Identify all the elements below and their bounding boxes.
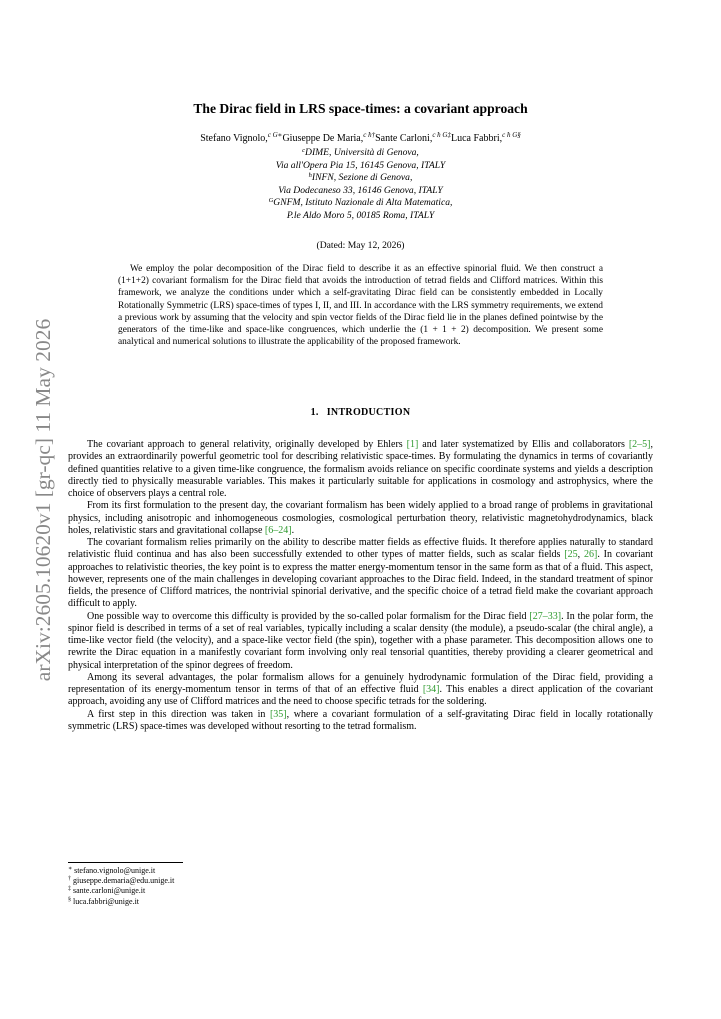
text-run: . — [291, 524, 295, 536]
citation-link[interactable]: [25 — [564, 549, 578, 561]
body-text — [68, 439, 653, 733]
arxiv-stamp-svg — [20, 300, 60, 700]
author-affiliation-mark: c ħ† — [363, 131, 376, 139]
author-name: Sante Carloni, — [375, 133, 433, 144]
body-paragraph — [68, 537, 653, 611]
citation-link[interactable]: [34] — [422, 684, 440, 695]
body-paragraph — [68, 611, 653, 672]
affiliations — [0, 147, 721, 223]
affiliation-mark: ħ — [308, 172, 312, 180]
footnote-rule — [68, 862, 183, 863]
footnote-email[interactable]: stefano.vignolo@unige.it — [74, 866, 156, 875]
text-run: , where a covariant formulation of a self-gravitating Dirac field in locally rotationally symmetric (LRS) space-times was developed without resorting to the tetrad formalism. — [68, 708, 653, 732]
author-name: Luca Fabbri, — [451, 133, 503, 144]
section-title: INTRODUCTION — [326, 407, 411, 418]
citation-link[interactable]: [6–24] — [264, 524, 292, 536]
arxiv-stamp-text: arXiv:2605.10620v1 [gr-qc] 11 May 2026 — [31, 318, 55, 682]
paper-title: The Dirac field in LRS space-times: a covariant approach — [193, 101, 528, 116]
footnote — [68, 897, 174, 907]
text-run: . This enables a direct application of the covariant approach, avoiding any use of Clifford matrices and the need to choose specific tetrads for the soldering. — [68, 684, 654, 708]
affiliation-line — [0, 210, 721, 223]
text-run: A first step in this direction was taken in — [87, 708, 270, 720]
citation-link[interactable]: [1] — [406, 439, 419, 450]
affiliation-text: Via all'Opera Pia 15, 16145 Genova, ITALY — [275, 159, 446, 171]
citation-link[interactable]: 26] — [583, 549, 598, 561]
affiliation-line — [0, 185, 721, 198]
footnote — [68, 876, 174, 886]
section-heading — [0, 407, 721, 418]
text-run: . In covariant approaches to relativistic theories, the key point is to express the matter energy-momentum tensor in the same form as that of a fluid. This aspect, however, represents one of the main challenges in developing covariant approaches to the Dirac field. Indeed, in the standard treatment of spinor fields, the presence of Clifford matrices, the nontrivial spinorial derivative, and the specific choice of a tetrad field make the covariant approach difficult to apply. — [68, 549, 654, 610]
footnote-mark: † — [68, 876, 71, 883]
dated-line: (Dated: May 12, 2026) — [316, 240, 405, 251]
affiliation-line — [0, 197, 721, 210]
affiliation-mark: G — [268, 197, 274, 205]
affiliation-line — [0, 160, 721, 173]
citation-link[interactable]: [27–33] — [529, 610, 562, 622]
author-affiliation-mark: c ħ G‡ — [432, 131, 451, 139]
text-run: and later systematized by Ellis and collaborators — [418, 439, 629, 450]
footnote-email[interactable]: luca.fabbri@unige.it — [73, 896, 140, 906]
footnote — [68, 866, 174, 876]
footnote-mark: ‡ — [68, 886, 71, 893]
citation-link[interactable]: [35] — [269, 708, 287, 720]
affiliation-text: DIME, Università di Genova, — [305, 147, 419, 158]
abstract: We employ the polar decomposition of the Dirac field to describe it as an effective spinorial fluid. We then construct a (1+1+2) covariant formalism for the Dirac field that avoids the introduction of tetrad fields and Clifford matrices. Within this framework, we analyze the conditions under which a self-gravitating Dirac field can be consistently embedded in Locally Rotationally Symmetric (LRS) space-times of types I, II, and III. In accordance with the LRS symmetry requirements, we extend a previous work by assuming that the velocity and spin vector fields of the Dirac field lie in the planes defined pointwise by the generators of the time-like and space-like congruences, which underlie the (1 + 1 + 2) decomposition. We present some analytical and numerical solutions to illustrate the applicability of the proposed framework. — [118, 264, 603, 348]
affiliation-text: P.le Aldo Moro 5, 00185 Roma, ITALY — [286, 209, 435, 221]
citation-link[interactable]: [2–5] — [628, 439, 651, 450]
text-run: From its first formulation to the present day, the covariant formalism has been widely applied to a broad range of problems in gravitational physics, including anisotropic and inhomogeneous cosmologies, cosmological perturbation theory, relativistic magnetohydrodynamics, black holes, relativistic stars and gravitational collapse — [68, 500, 653, 536]
section-number: 1. — [310, 407, 319, 418]
affiliation-mark: c — [302, 147, 306, 154]
footnote-mark: § — [68, 896, 71, 903]
affiliation-line — [0, 147, 721, 160]
author-name: Giuseppe De Maria, — [282, 133, 364, 144]
text-run: The covariant formalism relies primarily on the ability to describe matter fields as effective fluids. It therefore applies naturally to standard relativistic fluid continua and has also been successfully extended to other types of matter fields, such as scalar fields — [68, 537, 653, 561]
author-affiliation-mark: c G∗ — [267, 131, 283, 139]
body-paragraph — [68, 439, 653, 500]
affiliation-text: Via Dodecaneso 33, 16146 Genova, ITALY — [278, 184, 443, 196]
text-run: , provides an extraordinarily powerful geometric tool for describing relativistic space-times. By formulating the dynamics in terms of covariantly defined quantities relative to a given time-like congruence, the formalism avoids reliance on specific coordinate systems and yields a description directly tied to physically measurable variables. This makes it particularly suitable for applications in cosmology and astrophysics, where the choice of observers plays a central role. — [68, 439, 653, 499]
footnotes — [68, 866, 174, 907]
body-paragraph — [68, 709, 653, 734]
text-run: . In the polar form, the spinor field is described in terms of a set of real variables, typically including a scalar density (the module), a pseudo-scalar (the chiral angle), a time-like vector field (the velocity), and a space-like vector field (the spin), together with a phase parameter. This decomposition allows one to rewrite the Dirac equation in a manifestly covariant form involving only real tensorial quantities, thereby providing a clearer geometrical and physical interpretation of the spinor degrees of freedom. — [68, 610, 654, 671]
footnote — [68, 886, 174, 896]
text-run: The covariant approach to general relativity, originally developed by Ehlers — [87, 439, 407, 450]
text-run: Among its several advantages, the polar formalism allows for a genuinely hydrodynamic formulation of the Dirac field, providing a representation of its energy-momentum tensor in terms of that of an effective fluid — [68, 671, 653, 695]
affiliation-text: GNFM, Istituto Nazionale di Alta Matematica, — [273, 197, 453, 209]
footnote-email[interactable]: sante.carloni@unige.it — [73, 886, 146, 896]
text-run: , — [577, 549, 584, 561]
footnote-mark: ∗ — [68, 866, 73, 872]
footnote-email[interactable]: giuseppe.demaria@edu.unige.it — [73, 876, 175, 886]
arxiv-stamp — [20, 300, 60, 700]
author-list — [0, 133, 721, 144]
body-paragraph — [68, 672, 653, 709]
affiliation-text: INFN, Sezione di Genova, — [311, 172, 413, 184]
author-name: Stefano Vignolo, — [200, 133, 268, 144]
body-paragraph — [68, 500, 653, 537]
affiliation-line — [0, 172, 721, 185]
text-run: One possible way to overcome this difficulty is provided by the so-called polar formalism for the Dirac field — [87, 610, 530, 622]
author-affiliation-mark: c ħ G§ — [502, 131, 521, 139]
